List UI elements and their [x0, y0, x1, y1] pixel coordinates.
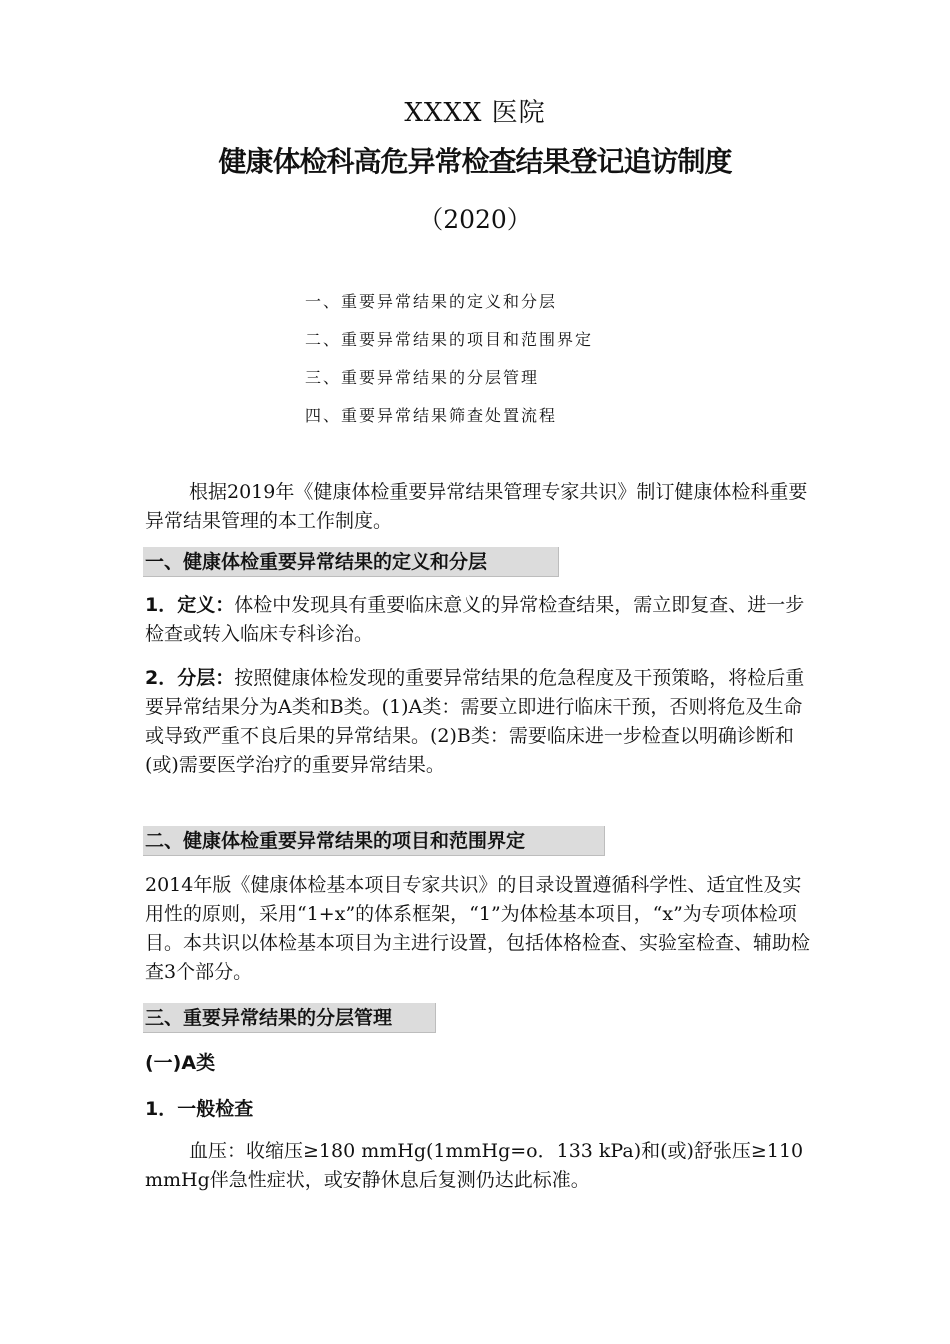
intro-paragraph: [145, 478, 815, 536]
layering-text: 按照健康体检发现的重要异常结果的危急程度及干预策略，将检后重要异常结果分为A类和B类。(1)A类：需要立即进行临床干预，否则将危及生命或导致严重不良后果的异常结果。(2)B类：需要临床进一步检查以明确诊断和(或)需要医学治疗的重要异常结果。: [145, 667, 805, 776]
definition-paragraph: [145, 591, 815, 649]
subheading-general-exam: 1．一般检查: [145, 1098, 254, 1120]
toc-item-2: 二、重要异常结果的项目和范围界定: [305, 330, 594, 349]
table-of-contents: [305, 290, 725, 442]
definition-label: 1．定义：: [145, 594, 235, 616]
intro-text: 根据2019年《健康体检重要异常结果管理专家共识》制订健康体检科重要异常结果管理的本工作制度。: [145, 481, 808, 532]
document-year: （2020）: [418, 205, 532, 234]
section-3-heading: 三、重要异常结果的分层管理: [143, 1003, 436, 1033]
blood-pressure-text: 血压：收缩压≥180 mmHg(1mmHg=o．133 kPa)和(或)舒张压≥110 mmHg伴急性症状，或安静休息后复测仍达此标准。: [145, 1140, 804, 1191]
hospital-name: XXXX 医院: [404, 98, 546, 128]
blood-pressure-paragraph: [145, 1137, 815, 1195]
section-1-heading: 一、健康体检重要异常结果的定义和分层: [143, 547, 559, 577]
layering-label: 2．分层：: [145, 667, 235, 689]
subheading-class-a: (一)A类: [145, 1052, 216, 1074]
document-title: 健康体检科高危异常检查结果登记追访制度: [218, 145, 732, 178]
definition-text: 体检中发现具有重要临床意义的异常检查结果，需立即复查、进一步检查或转入临床专科诊治。: [145, 594, 805, 645]
section-2-paragraph: [145, 871, 815, 987]
toc-item-1: 一、重要异常结果的定义和分层: [305, 292, 558, 311]
toc-item-4: 四、重要异常结果筛查处置流程: [305, 406, 558, 425]
layering-paragraph: [145, 664, 815, 780]
section-2-heading: 二、健康体检重要异常结果的项目和范围界定: [143, 826, 605, 856]
toc-item-3: 三、重要异常结果的分层管理: [305, 368, 540, 387]
section-2-text: 2014年版《健康体检基本项目专家共识》的目录设置遵循科学性、适宜性及实用性的原则，采用“1+x”的体系框架，“1”为体检基本项目，“x”为专项体检项目。本共识以体检基本项目为主进行设置，包括体格检查、实验室检查、辅助检查3个部分。: [145, 874, 811, 983]
